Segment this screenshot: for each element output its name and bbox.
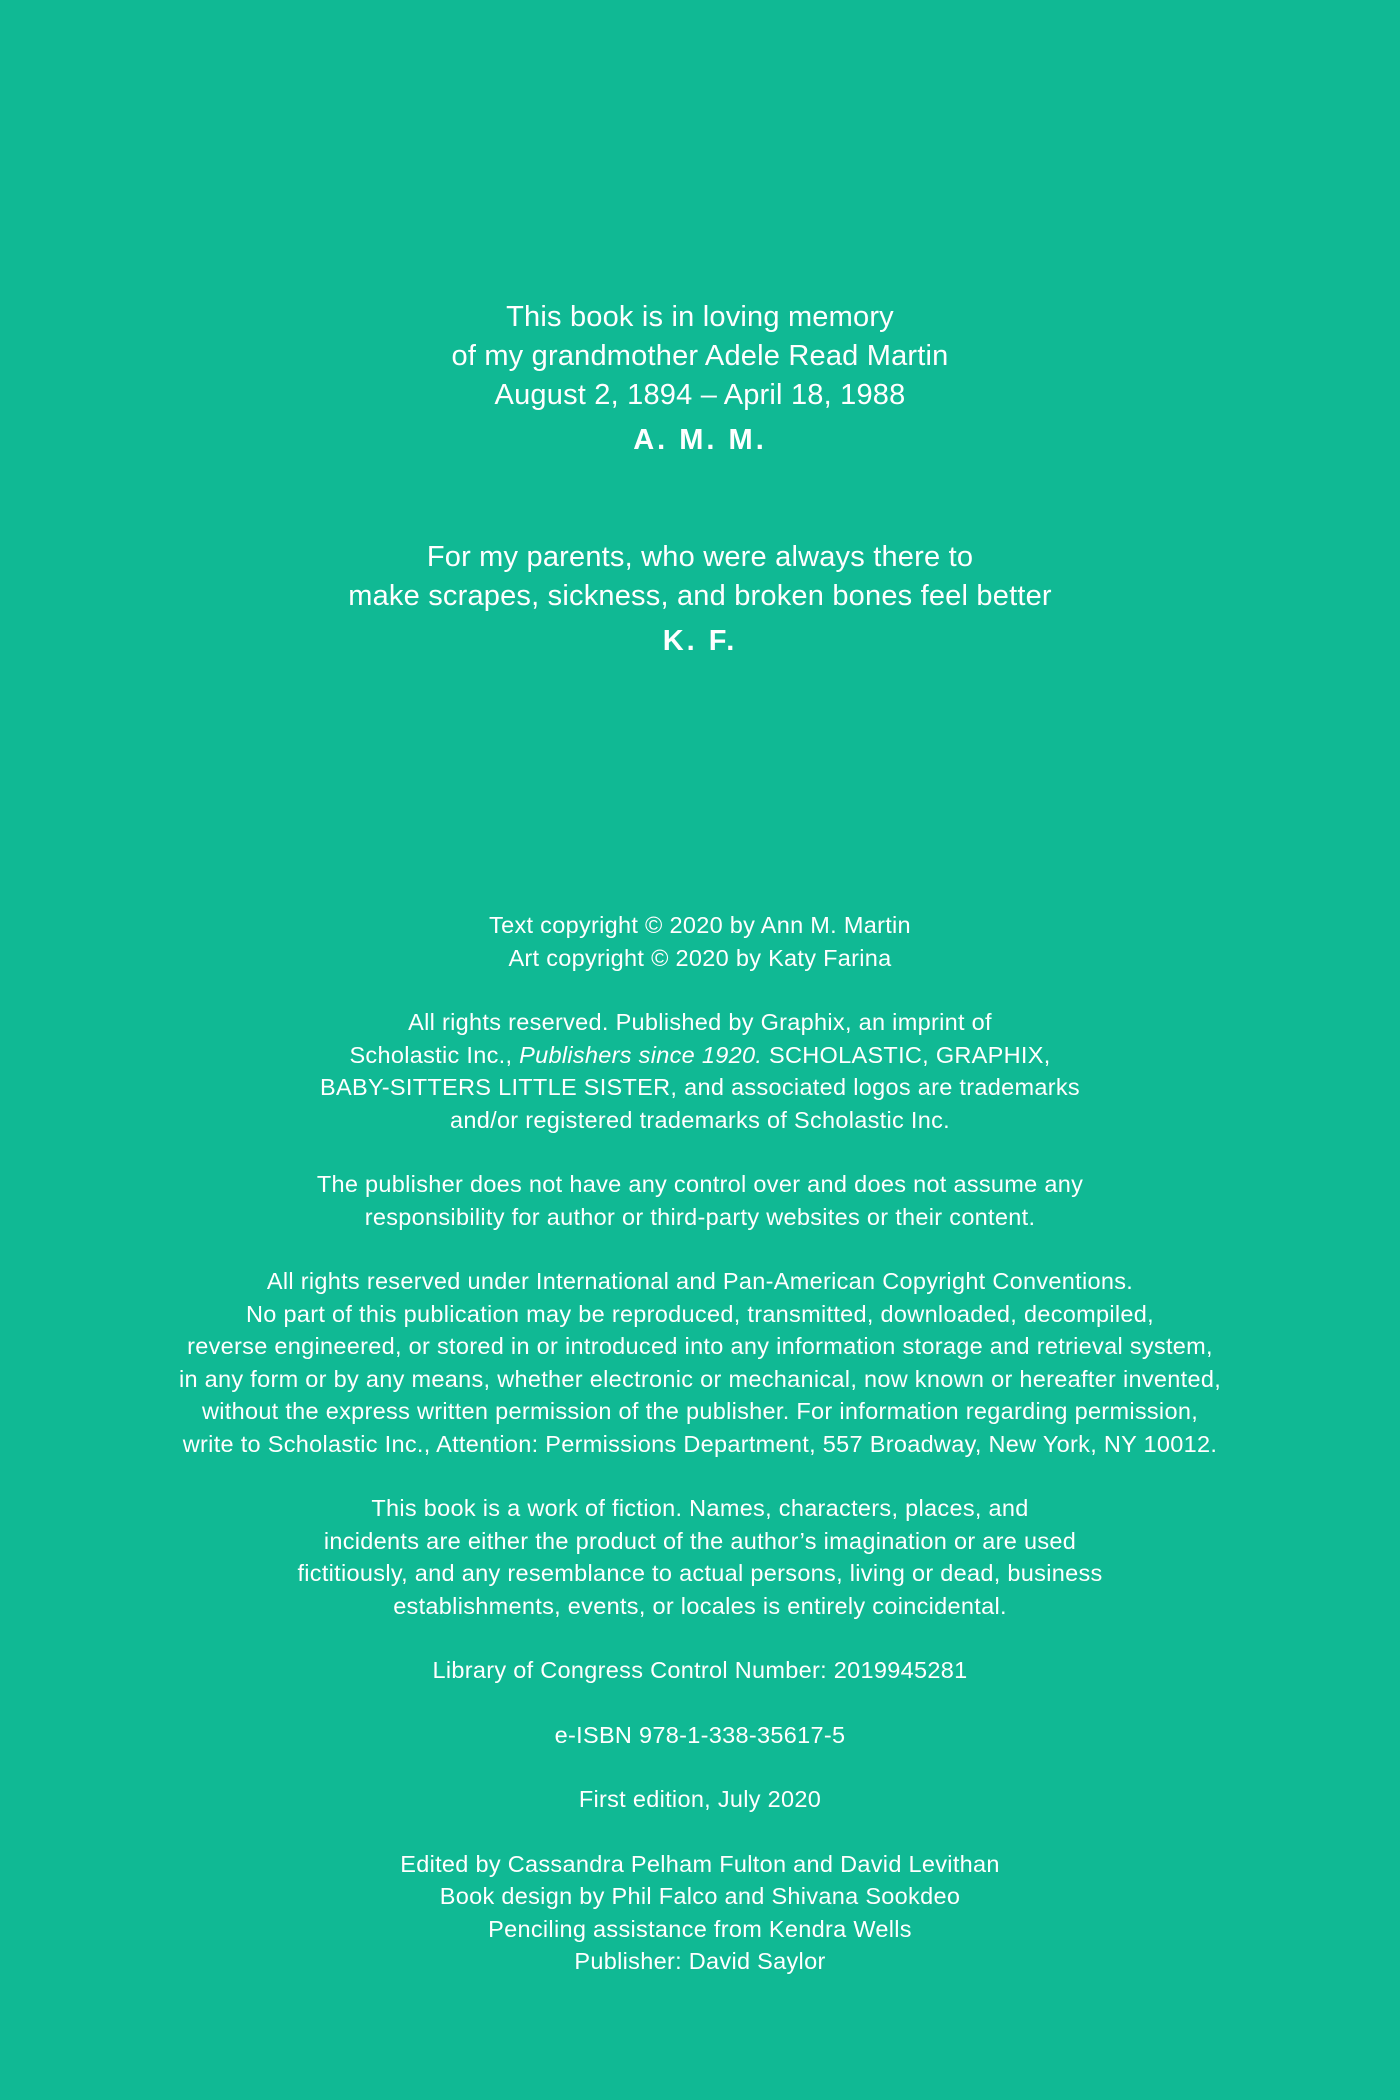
- dedication-initials: A. M. M.: [633, 424, 767, 456]
- fiction-line: incidents are either the product of the author’s imagination or are used: [323, 1527, 1077, 1554]
- dedication-parents: [0, 538, 1400, 661]
- dedication-initials: K. F.: [662, 625, 738, 657]
- dedication-line: August 2, 1894 – April 18, 1988: [494, 379, 906, 411]
- dedication-grandmother: [0, 298, 1400, 460]
- copyright-notice: [0, 909, 1400, 2010]
- publisher-tagline: Publishers since 1920.: [519, 1041, 763, 1068]
- rights-line: BABY-SITTERS LITTLE SISTER, and associated logos are trademarks: [320, 1074, 1080, 1100]
- staff-line: Book design by Phil Falco and Shivana Sookdeo: [439, 1883, 961, 1909]
- fiction-line: fictitiously, and any resemblance to actual persons, living or dead, business: [297, 1560, 1103, 1586]
- dedication-line: of my grandmother Adele Read Martin: [451, 340, 949, 372]
- conventions-line: reverse engineered, or stored in or introduced into any information storage and retrieval system,: [187, 1333, 1213, 1359]
- conventions-line: No part of this publication may be reproduced, transmitted, downloaded, decompiled,: [246, 1300, 1154, 1327]
- rights-block: [0, 1006, 1400, 1136]
- conventions-block: [0, 1265, 1400, 1460]
- dedication-line: This book is in loving memory: [506, 301, 894, 333]
- rights-line: All rights reserved. Published by Graphix, an imprint of: [408, 1009, 992, 1035]
- isbn-block: [0, 1719, 1400, 1752]
- fiction-line: This book is a work of fiction. Names, characters, places, and: [371, 1495, 1029, 1521]
- fiction-line: establishments, events, or locales is entirely coincidental.: [393, 1592, 1007, 1619]
- rights-line: and/or registered trademarks of Scholastic Inc.: [450, 1106, 950, 1133]
- conventions-line: write to Scholastic Inc., Attention: Permissions Department, 557 Broadway, New York, NY 10012.: [182, 1430, 1218, 1457]
- conventions-line: without the express written permission of the publisher. For information regarding permission,: [201, 1398, 1199, 1424]
- disclaimer-line: responsibility for author or third-party websites or their content.: [364, 1203, 1036, 1230]
- rights-text: SCHOLASTIC, GRAPHIX,: [762, 1041, 1051, 1068]
- rights-text: Scholastic Inc.,: [349, 1041, 520, 1068]
- dedication-line: make scrapes, sickness, and broken bones feel better: [348, 580, 1052, 612]
- disclaimer-line: The publisher does not have any control over and does not assume any: [316, 1171, 1084, 1197]
- lccn: Library of Congress Control Number: 2019945281: [432, 1657, 968, 1683]
- staff-credits: [0, 1848, 1400, 1978]
- staff-line: Penciling assistance from Kendra Wells: [488, 1915, 912, 1942]
- text-copyright: Text copyright © 2020 by Ann M. Martin: [489, 912, 911, 938]
- conventions-line: in any form or by any means, whether electronic or mechanical, now known or hereafter invented,: [178, 1365, 1222, 1392]
- lccn-block: [0, 1654, 1400, 1687]
- edition: First edition, July 2020: [578, 1786, 822, 1812]
- art-copyright: Art copyright © 2020 by Katy Farina: [508, 944, 892, 971]
- dedication-line: For my parents, who were always there to: [426, 541, 974, 573]
- credits-block: [0, 909, 1400, 974]
- fiction-disclaimer: [0, 1492, 1400, 1622]
- edition-block: [0, 1783, 1400, 1816]
- isbn: e-ISBN 978-1-338-35617-5: [554, 1721, 846, 1748]
- staff-line: Edited by Cassandra Pelham Fulton and David Levithan: [400, 1850, 1000, 1877]
- conventions-line: All rights reserved under International and Pan-American Copyright Conventions.: [266, 1268, 1134, 1294]
- rights-line: [0, 1039, 1400, 1072]
- websites-disclaimer: [0, 1168, 1400, 1233]
- staff-line: Publisher: David Saylor: [574, 1948, 826, 1974]
